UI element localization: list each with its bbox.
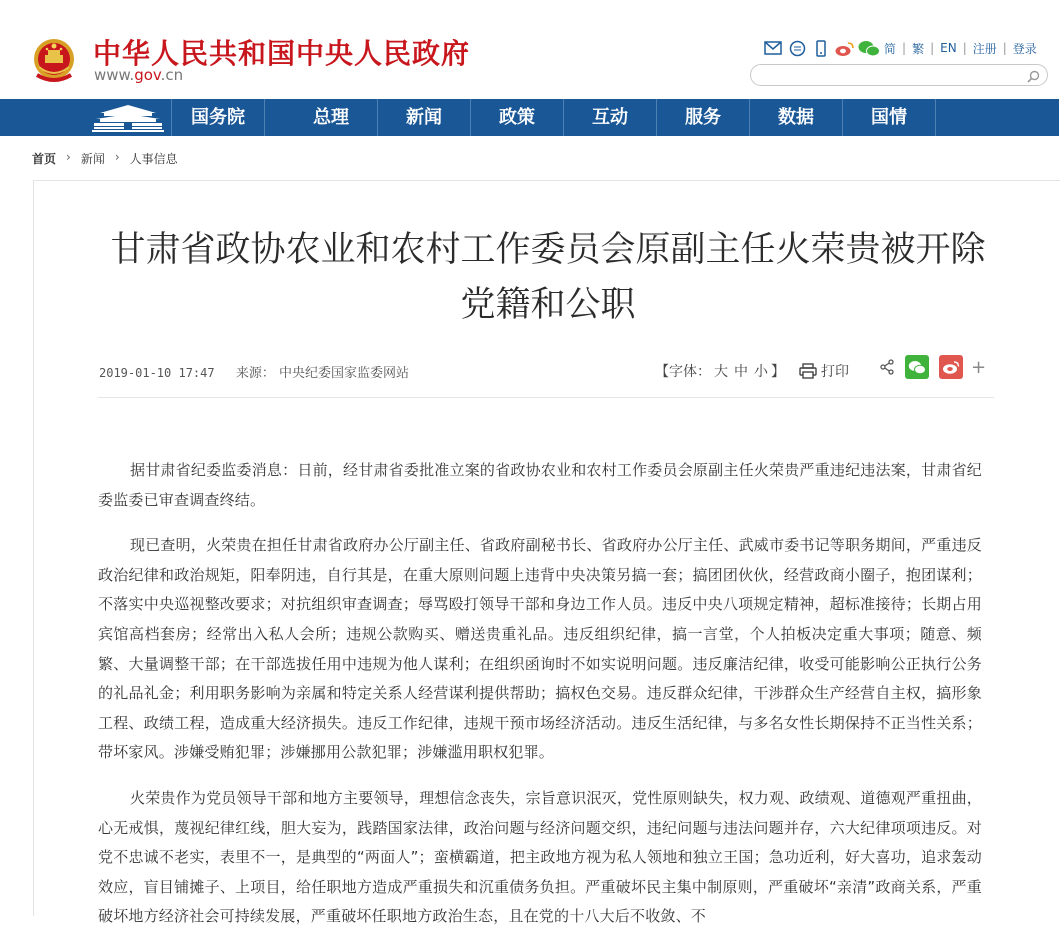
share-weibo-icon[interactable] [939,355,963,379]
breadcrumb [32,150,178,167]
font-size-label: 【字体： [655,364,711,380]
breadcrumb-news[interactable]: 新闻 [80,152,105,166]
domain-mid: gov [134,66,161,84]
article-title: 甘肃省政协农业和农村工作委员会原副主任火荣贵被开除党籍和公职 [110,230,986,325]
nav-data[interactable]: 数据 [750,99,843,136]
printer-icon [799,363,817,379]
link-separator: | [902,41,907,55]
domain-prefix: www. [94,66,135,84]
message-icon[interactable] [788,39,806,57]
article-paragraph: 火荣贵作为党员领导干部和地方主要领导，理想信念丧失，宗旨意识泯灭，党性原则缺失，权力观、政绩观、道德观严重扭曲，心无戒惧，蔑视纪律红线，胆大妄为，践踏国家法律，政治问题与经济问题交织，违纪问题与违法问题并存，六大纪律项项违反。对党不忠诚不老实，表里不一，是典型的“两面人”；蛮横霸道，把主政地方视为私人领地和独立王国；急功近利，好大喜功，追求轰动效应，盲目铺摊子、上项目，给任职地方造成严重损失和沉重债务负担。严重破坏民主集中制原则，严重破坏“亲清”政商关系，严重破坏地方经济社会可持续发展，严重破坏任职地方政治生态，且在党的十八大后不收敛、不 [98,788,982,926]
site-title[interactable]: 中华人民共和国中央人民政府 [93,37,471,70]
top-links [764,38,1037,58]
font-size-close: 】 [771,364,785,380]
search-input[interactable] [763,67,1027,85]
national-emblem-icon[interactable] [31,37,77,85]
breadcrumb-personnel[interactable]: 人事信息 [129,152,178,166]
nav-premier[interactable]: 总理 [285,99,378,136]
article-meta [99,362,409,381]
link-traditional[interactable]: 繁 [912,41,925,56]
nav-interaction[interactable]: 互动 [564,99,657,136]
link-register[interactable]: 注册 [972,41,997,56]
font-size-control [655,361,785,381]
search-box [750,64,1048,86]
search-icon[interactable] [1027,68,1040,87]
chevron-right-icon: › [114,150,120,164]
article-paragraph: 现已查明，火荣贵在担任甘肃省政府办公厅副主任、省政府副秘书长、省政府办公厅主任、武威市委书记等职务期间，严重违反政治纪律和政治规矩，阳奉阴违，自行其是，在重大原则问题上违背中央决策另搞一套；搞团团伙伙，经营政商小圈子，抱团谋利；不落实中央巡视整改要求；对抗组织审查调查；辱骂殴打领导干部和身边工作人员。违反中央八项规定精神，超标准接待；长期占用宾馆高档套房；经常出入私人会所；违规公款购买、赠送贵重礼品。违反组织纪律，搞一言堂，个人拍板决定重大事项；随意、频繁、大量调整干部；在干部选拔任用中违规为他人谋利；在组织函询时不如实说明问题。违反廉洁纪律，收受可能影响公正执行公务的礼品礼金；利用职务影响为亲属和特定关系人经营谋利提供帮助；搞权色交易。违反群众纪律，干涉群众生产经营自主权，搞形象工程、政绩工程，造成重大经济损失。违反工作纪律，违规干预市场经济活动。违反生活纪律，与多名女性长期保持不正当性关系；带坏家风。涉嫌受贿犯罪；涉嫌挪用公款犯罪；涉嫌滥用职权犯罪。 [98,536,982,762]
mail-icon[interactable] [764,39,782,57]
article-source: 来源： 中央纪委国家监委网站 [235,366,409,381]
nav-policy[interactable]: 政策 [471,99,564,136]
link-separator: | [930,41,935,55]
article-datetime: 2019-01-10 17:47 [99,366,215,380]
link-separator: | [962,41,967,55]
breadcrumb-home[interactable]: 首页 [32,152,57,166]
print-label: 打印 [821,364,849,380]
article-body [98,456,982,948]
article-paragraph: 据甘肃省纪委监委消息：日前，经甘肃省委批准立案的省政协农业和农村工作委员会原副主任火荣贵严重违纪违法案，甘肃省纪委监委已审查调查终结。 [98,461,982,509]
chevron-right-icon: › [66,150,71,164]
share-more-icon[interactable]: + [971,356,987,378]
site-domain [94,66,183,84]
print-button[interactable] [799,361,849,381]
link-english[interactable]: EN [940,41,957,55]
link-separator: | [1002,41,1007,55]
nav-services[interactable]: 服务 [657,99,750,136]
nav-news[interactable]: 新闻 [378,99,471,136]
main-nav [0,99,1059,136]
font-size-small[interactable]: 小 [754,364,768,380]
weibo-icon[interactable] [836,39,854,57]
nav-national-info[interactable]: 国情 [843,99,936,136]
site-header [0,0,1059,99]
font-size-large[interactable]: 大 [714,364,728,380]
domain-suffix: .cn [160,66,184,84]
font-size-medium[interactable]: 中 [734,364,748,380]
meta-divider [98,397,994,398]
link-login[interactable]: 登录 [1012,41,1037,56]
share-bar [879,355,986,379]
nav-home[interactable] [86,99,172,136]
share-icon[interactable] [879,359,895,375]
tiananmen-icon [86,99,171,136]
share-wechat-icon[interactable] [905,355,929,379]
link-simplified[interactable]: 简 [884,41,897,56]
nav-state-council[interactable]: 国务院 [172,99,265,136]
mobile-icon[interactable] [812,39,830,57]
article-container [33,180,1060,926]
wechat-icon[interactable] [860,39,878,57]
